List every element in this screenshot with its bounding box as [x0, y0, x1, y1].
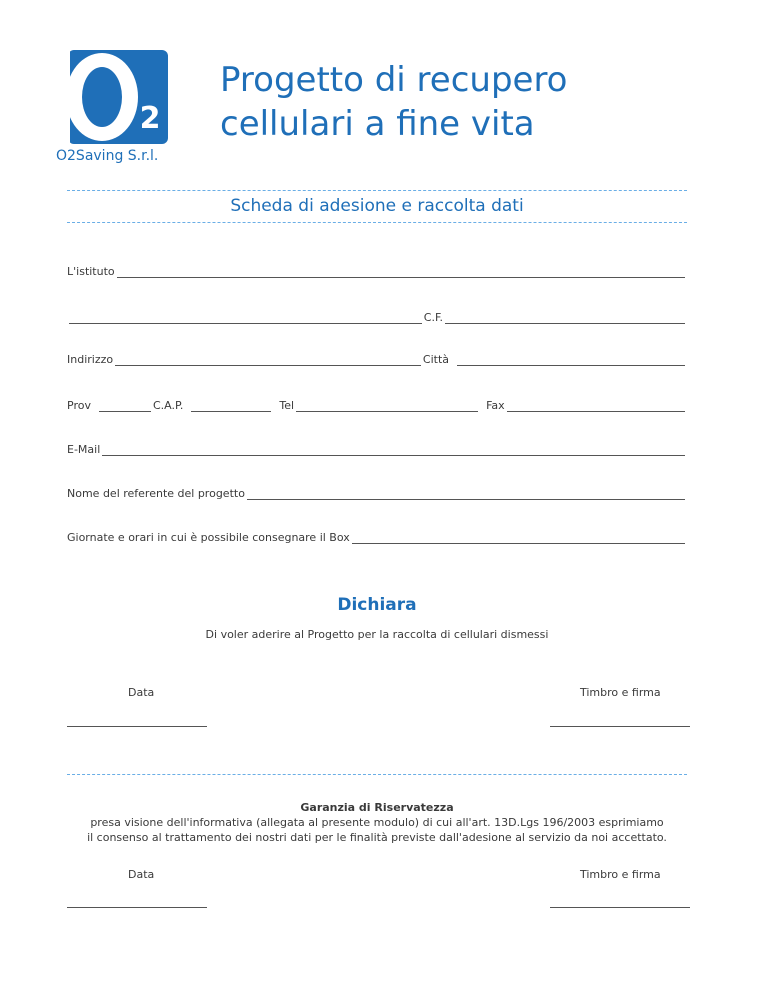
label-citta: Città — [422, 353, 449, 366]
input-line-referente[interactable] — [247, 489, 685, 500]
dichiara-data-label: Data — [128, 686, 155, 699]
dichiara-text: Di voler aderire al Progetto per la raccolta di cellulari dismessi — [205, 628, 549, 641]
label-tel: Tel — [279, 399, 295, 412]
input-line-email[interactable] — [102, 445, 685, 456]
field-cf-row[interactable] — [67, 310, 687, 324]
label-istituto: L'istituto — [67, 265, 115, 278]
garanzia-line-1: presa visione dell'informativa (allegata al presente modulo) di cui all'art. 13D.Lgs 196/2003 esprimiamo — [90, 816, 664, 829]
label-cap: C.A.P. — [152, 399, 184, 412]
input-line-istituto-cont[interactable] — [69, 313, 422, 324]
dichiara-data-line[interactable] — [67, 726, 207, 727]
label-fax: Fax — [486, 399, 505, 412]
field-indirizzo-row[interactable] — [67, 352, 687, 366]
dichiara-firma-label: Timbro e firma — [580, 686, 661, 699]
page-title — [220, 58, 567, 146]
field-giornate[interactable] — [67, 530, 687, 544]
title-line-1: Progetto di recupero — [220, 60, 568, 100]
garanzia-firma-line[interactable] — [550, 907, 690, 908]
field-referente[interactable] — [67, 486, 687, 500]
field-istituto[interactable] — [67, 264, 687, 278]
garanzia-firma-label: Timbro e firma — [580, 868, 661, 881]
input-line-giornate[interactable] — [352, 533, 685, 544]
label-cf: C.F. — [423, 311, 443, 324]
o2-logo — [56, 48, 176, 148]
divider-garanzia — [67, 774, 687, 775]
garanzia-line-2: il consenso al trattamento dei nostri dati per le finalità previste dall'adesione al servizio da noi accettato. — [87, 831, 667, 844]
input-line-indirizzo[interactable] — [115, 355, 421, 366]
garanzia-heading: Garanzia di Riservatezza — [300, 801, 454, 814]
form-title: Scheda di adesione e raccolta dati — [230, 196, 524, 216]
divider-under-title — [67, 222, 687, 223]
input-line-fax[interactable] — [507, 401, 685, 412]
garanzia-block — [67, 800, 687, 845]
label-giornate: Giornate e orari in cui è possibile consegnare il Box — [67, 531, 350, 544]
label-indirizzo: Indirizzo — [67, 353, 114, 366]
svg-text:2: 2 — [139, 101, 161, 136]
dichiara-firma-line[interactable] — [550, 726, 690, 727]
input-line-prov[interactable] — [99, 401, 151, 412]
divider-top — [67, 190, 687, 191]
input-line-cf[interactable] — [445, 313, 685, 324]
title-line-2: cellulari a fine vita — [220, 104, 535, 144]
garanzia-data-line[interactable] — [67, 907, 207, 908]
input-line-istituto[interactable] — [117, 267, 685, 278]
input-line-citta[interactable] — [457, 355, 685, 366]
company-name: O2Saving S.r.l. — [56, 148, 159, 164]
label-email: E-Mail — [67, 443, 101, 456]
field-prov-row[interactable] — [67, 398, 687, 412]
field-email[interactable] — [67, 442, 687, 456]
dichiara-heading: Dichiara — [337, 595, 417, 615]
label-referente: Nome del referente del progetto — [67, 487, 245, 500]
input-line-tel[interactable] — [296, 401, 478, 412]
input-line-cap[interactable] — [191, 401, 271, 412]
label-prov: Prov — [67, 399, 91, 412]
garanzia-data-label: Data — [128, 868, 155, 881]
